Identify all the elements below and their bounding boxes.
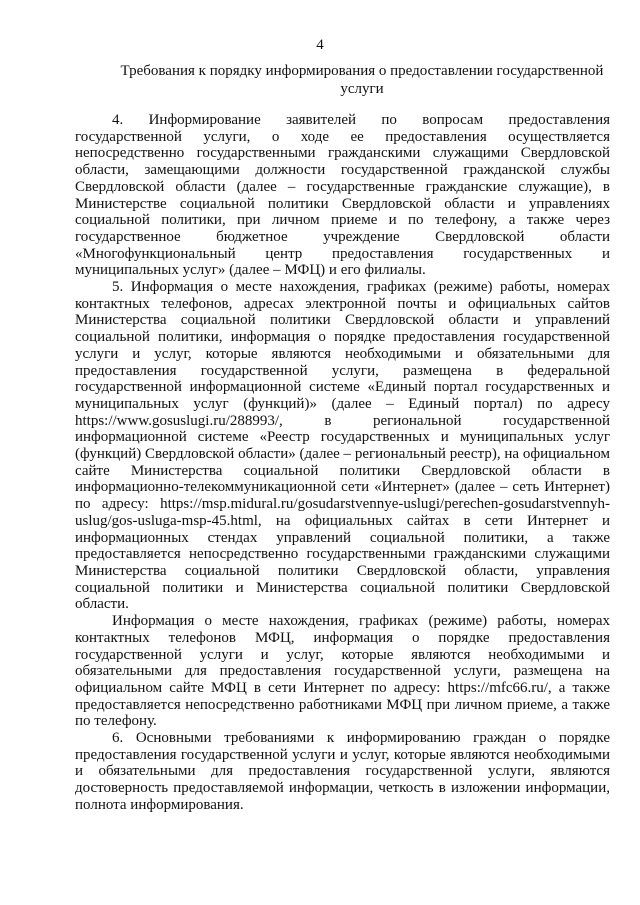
paragraph-informing-applicants: 4. Информирование заявителей по вопросам предоставления государственной услуги, о ходе ее предоставления осуществляется непосредственно государственными гражданскими служащими Свердловской области, замещающими должности государственной гражданской службы Свердловской области (далее – государственные гражданские служащие), в Министерстве социальной политики Свердловской области и управлениях социальной политики, при личном приеме и по телефону, а также через государственное бюджетное учреждение Свердловской области «Многофункциональный центр предоставления государственных и муниципальных услуг» (далее – МФЦ) и его филиалы. [75,112,610,279]
document-body [75,112,610,814]
section-title: Требования к порядку информирования о предоставлении государственной услуги [120,63,604,97]
page-number: 4 [316,37,324,53]
paragraph-mfc-information: Информация о месте нахождения, графиках (режиме) работы, номерах контактных телефонов МФЦ, информация о порядке предоставления государственной услуги и услуг, которые являются необходимыми и обязательными для предоставления государственной услуги, размещена на официальном сайте МФЦ в сети Интернет по адресу: https://mfc66.ru/, а также предоставляется непосредственно работниками МФЦ при личном приеме, а также по телефону. [75,613,610,730]
paragraph-main-requirements: 6. Основными требованиями к информированию граждан о порядке предоставления государственной услуги и услуг, которые являются необходимыми и обязательными для предоставления государственной услуги, являются достоверность предоставляемой информации, четкость в изложении информации, полнота информирования. [75,730,610,813]
paragraph-information-location: 5. Информация о месте нахождения, графиках (режиме) работы, номерах контактных телефонов, адресах электронной почты и официальных сайтов Министерства социальной политики Свердловской области и управлений социальной политики, информация о порядке предоставления государственной услуги и услуг, которые являются необходимыми и обязательными для предоставления государственной услуги, размещена в федеральной государственной информационной системе «Единый портал государственных и муниципальных услуг (функций)» (далее – Единый портал) по адресу https://www.gosuslugi.ru/288993/, в региональной государственной информационной системе «Реестр государственных и муниципальных услуг (функций) Свердловской области» (далее – региональный реестр), на официальном сайте Министерства социальной политики Свердловской области в информационно-телекоммуникационной сети «Интернет» (далее – сеть Интернет) по адресу: https://msp.midural.ru/gosudarstvennye-uslugi/perechen-gosudarstvennyh-uslug/gos-usluga-msp-45.html, на официальных сайтах в сети Интернет и информационных стендах управлений социальной политики, а также предоставляется непосредственно государственными гражданскими служащими Министерства социальной политики Свердловской области, управления социальной политики и Министерства социальной политики Свердловской области. [75,279,610,613]
